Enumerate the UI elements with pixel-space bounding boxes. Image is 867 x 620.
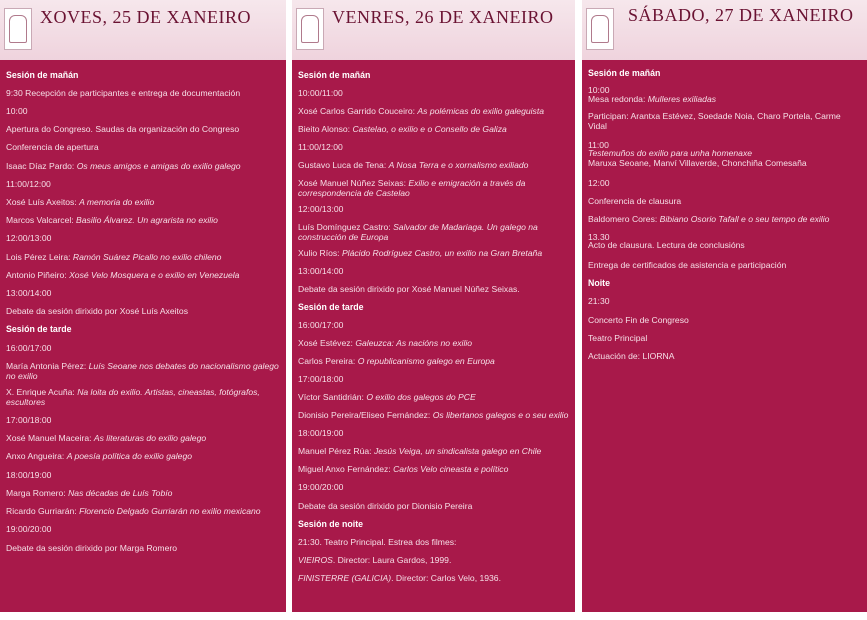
schedule-line bbox=[588, 351, 861, 361]
schedule-line bbox=[588, 296, 861, 306]
line-text: Conferencia de clausura bbox=[588, 196, 682, 206]
line-emphasis: VIEIROS bbox=[298, 555, 333, 565]
line-text: 10:00 bbox=[6, 106, 28, 116]
schedule-line bbox=[6, 106, 280, 116]
section-heading bbox=[588, 68, 861, 78]
congress-logo-icon bbox=[586, 8, 614, 50]
schedule-line bbox=[298, 160, 569, 170]
line-emphasis: Na loita do exilio. Artistas, cineastas, fotógrafos, escultores bbox=[6, 387, 260, 407]
schedule-line bbox=[6, 197, 280, 207]
schedule-line bbox=[298, 428, 569, 438]
schedule-line bbox=[6, 252, 280, 262]
line-text: Debate da sesión dirixido por Dionisio Pereira bbox=[298, 501, 473, 511]
line-emphasis: Bibiano Osorio Tafall e o seu tempo de exilio bbox=[659, 214, 830, 224]
line-text: 11:00 bbox=[588, 140, 609, 150]
line-text: Antonio Piñeiro: bbox=[6, 270, 70, 280]
line-text: Xosé Carlos Garrido Couceiro: bbox=[298, 106, 418, 116]
schedule-line bbox=[298, 88, 569, 98]
schedule-line bbox=[6, 142, 280, 152]
line-text: Gustavo Luca de Tena: bbox=[298, 160, 389, 170]
line-text: Xosé Manuel Núñez Seixas: bbox=[298, 178, 409, 188]
schedule-line bbox=[6, 215, 280, 225]
schedule-line bbox=[298, 338, 569, 348]
line-emphasis: As polémicas do exilio galeguista bbox=[417, 106, 544, 116]
line-text: Baldomero Cores: bbox=[588, 214, 660, 224]
line-text: Noite bbox=[588, 278, 610, 288]
schedule-line bbox=[298, 222, 569, 242]
line-text: Actuación de: LIORNA bbox=[588, 351, 675, 361]
line-emphasis: Testemuños do exilio para unha homenaxe bbox=[588, 148, 753, 158]
line-emphasis: As literaturas do exilio galego bbox=[93, 433, 207, 443]
schedule-line bbox=[6, 543, 280, 553]
section-heading bbox=[588, 278, 861, 288]
schedule-line bbox=[588, 315, 861, 325]
schedule-line bbox=[588, 214, 861, 224]
line-text: María Antonia Pérez: bbox=[6, 361, 89, 371]
section-heading bbox=[6, 70, 280, 80]
line-text: X. Enrique Acuña: bbox=[6, 387, 78, 397]
line-text: Sesión de tarde bbox=[6, 324, 72, 334]
schedule-line bbox=[588, 111, 861, 131]
line-text: Participan: Arantxa Estévez, Soedade Noia, Charo Portela, Carme Vidal bbox=[588, 111, 841, 131]
line-text: Dionisio Pereira/Eliseo Fernández: bbox=[298, 410, 433, 420]
schedule-line bbox=[298, 555, 569, 565]
line-emphasis: Florencio Delgado Gurriarán no exilio mexicano bbox=[79, 506, 261, 516]
line-text: Conferencia de apertura bbox=[6, 142, 99, 152]
line-text: . Director: Laura Gardos, 1999. bbox=[332, 555, 452, 565]
schedule-line bbox=[6, 179, 280, 189]
line-text: Luís Domínguez Castro: bbox=[298, 222, 394, 232]
schedule-line bbox=[588, 148, 861, 158]
schedule-line bbox=[6, 470, 280, 480]
schedule-line bbox=[588, 333, 861, 343]
line-emphasis: Castelao, o exilio e o Consello de Galiza bbox=[352, 124, 507, 134]
line-text: Miguel Anxo Fernández: bbox=[298, 464, 394, 474]
section-heading bbox=[298, 519, 569, 529]
line-text: Isaac Díaz Pardo: bbox=[6, 161, 77, 171]
line-emphasis: Exilio e emigración a través da correspondencia de Castelao bbox=[298, 178, 526, 198]
congress-logo-icon bbox=[296, 8, 324, 50]
line-text: 13:00/14:00 bbox=[298, 266, 344, 276]
schedule-line bbox=[298, 124, 569, 134]
line-text: Carlos Pereira: bbox=[298, 356, 358, 366]
line-text: Xosé Manuel Maceira: bbox=[6, 433, 94, 443]
column-header bbox=[0, 0, 286, 60]
line-text: Sesión de tarde bbox=[298, 302, 364, 312]
schedule-line bbox=[6, 233, 280, 243]
schedule-line bbox=[298, 204, 569, 214]
line-text: 13.30 bbox=[588, 232, 610, 242]
line-emphasis: O exilio dos galegos do PCE bbox=[366, 392, 476, 402]
line-emphasis: Ramón Suárez Picallo no exilio chileno bbox=[72, 252, 222, 262]
line-text: Sesión de mañán bbox=[6, 70, 79, 80]
schedule-line bbox=[588, 178, 861, 188]
schedule-line bbox=[6, 433, 280, 443]
schedule-line bbox=[6, 124, 280, 134]
line-text: 9:30 Recepción de participantes e entrega de documentación bbox=[6, 88, 241, 98]
line-emphasis: Nas décadas de Luís Tobío bbox=[68, 488, 173, 498]
schedule-line bbox=[298, 374, 569, 384]
line-text: 21:30. Teatro Principal. Estrea dos filmes: bbox=[298, 537, 457, 547]
congress-logo-icon bbox=[4, 8, 32, 50]
schedule-line bbox=[298, 410, 569, 420]
line-text: 11:00/12:00 bbox=[6, 179, 51, 189]
line-text: 11:00/12:00 bbox=[298, 142, 343, 152]
line-emphasis: Mulleres exiliadas bbox=[647, 94, 717, 104]
line-emphasis: Jesús Veiga, un sindicalista galego en Chile bbox=[373, 446, 542, 456]
day-title: SÁBADO, 27 DE XANEIRO bbox=[628, 5, 854, 25]
line-emphasis: Galeuzca: As nacións no exilio bbox=[355, 338, 473, 348]
line-text: 16:00/17:00 bbox=[298, 320, 344, 330]
schedule-line bbox=[298, 178, 569, 198]
line-text: Xosé Luís Axeitos: bbox=[6, 197, 80, 207]
line-emphasis: A memoria do exilio bbox=[79, 197, 155, 207]
line-text: 12:00/13:00 bbox=[298, 204, 344, 214]
line-text: Marcos Valcarcel: bbox=[6, 215, 77, 225]
line-emphasis: Salvador de Madariaga. Un galego na construcción de Europa bbox=[298, 222, 538, 242]
line-text: 17:00/18:00 bbox=[298, 374, 344, 384]
line-text: 19:00/20:00 bbox=[298, 482, 344, 492]
schedule-line bbox=[298, 248, 569, 258]
schedule-line bbox=[298, 501, 569, 511]
line-text: Sesión de mañán bbox=[588, 68, 661, 78]
line-text: 10:00/11:00 bbox=[298, 88, 343, 98]
line-text: Sesión de mañán bbox=[298, 70, 371, 80]
line-emphasis: O republicanismo galego en Europa bbox=[357, 356, 495, 366]
schedule-line bbox=[6, 361, 280, 381]
schedule-line bbox=[6, 488, 280, 498]
line-text: Xosé Estévez: bbox=[298, 338, 356, 348]
line-text: Mesa redonda: bbox=[588, 94, 648, 104]
schedule-line bbox=[298, 266, 569, 276]
schedule-line bbox=[6, 88, 280, 98]
line-text: Apertura do Congreso. Saudas da organización do Congreso bbox=[6, 124, 240, 134]
line-text: 16:00/17:00 bbox=[6, 343, 52, 353]
line-emphasis: Xosé Velo Mosquera e o exilio en Venezuela bbox=[69, 270, 240, 280]
schedule-line bbox=[6, 387, 280, 407]
column-header bbox=[582, 0, 867, 60]
schedule-line bbox=[6, 306, 280, 316]
schedule-line bbox=[298, 464, 569, 474]
column-header bbox=[292, 0, 575, 60]
schedule-line bbox=[298, 142, 569, 152]
line-text: Debate da sesión dirixido por Marga Romero bbox=[6, 543, 178, 553]
line-text: Lois Pérez Leira: bbox=[6, 252, 73, 262]
schedule-line bbox=[6, 451, 280, 461]
line-text: 19:00/20:00 bbox=[6, 524, 52, 534]
line-text: Concerto Fin de Congreso bbox=[588, 315, 689, 325]
line-text: Debate da sesión dirixido por Xosé Luís Axeitos bbox=[6, 306, 189, 316]
line-emphasis: Os meus amigos e amigas do exilio galego bbox=[76, 161, 241, 171]
schedule-line bbox=[298, 537, 569, 547]
line-text: Xulio Ríos: bbox=[298, 248, 342, 258]
line-emphasis: Basilio Álvarez. Un agrarista no exilio bbox=[76, 215, 218, 225]
line-text: 21:30 bbox=[588, 296, 610, 306]
line-text: 18:00/19:00 bbox=[6, 470, 52, 480]
line-emphasis: Carlos Velo cineasta e político bbox=[393, 464, 509, 474]
line-text: 17:00/18:00 bbox=[6, 415, 52, 425]
schedule-line bbox=[298, 356, 569, 366]
schedule-line bbox=[588, 94, 861, 104]
schedule-line bbox=[298, 482, 569, 492]
line-emphasis: FINISTERRE (GALICIA) bbox=[298, 573, 392, 583]
line-text: Teatro Principal bbox=[588, 333, 648, 343]
line-text: Anxo Angueira: bbox=[6, 451, 67, 461]
line-text: . Director: Carlos Velo, 1936. bbox=[391, 573, 501, 583]
column-saturday bbox=[582, 0, 867, 612]
section-heading bbox=[298, 302, 569, 312]
line-text: Víctor Santidrián: bbox=[298, 392, 367, 402]
line-emphasis: Luís Seoane nos debates do nacionalismo galego no exilio bbox=[6, 361, 279, 381]
line-text: 13:00/14:00 bbox=[6, 288, 52, 298]
schedule-line bbox=[588, 240, 861, 250]
line-text: Manuel Pérez Rúa: bbox=[298, 446, 374, 456]
line-text: Maruxa Seoane, Manví Villaverde, Chonchiña Comesaña bbox=[588, 158, 807, 168]
schedule-line bbox=[298, 446, 569, 456]
line-emphasis: Os libertanos galegos e o seu exilio bbox=[432, 410, 569, 420]
schedule-line bbox=[6, 270, 280, 280]
schedule-line bbox=[298, 284, 569, 294]
schedule-line bbox=[6, 506, 280, 516]
schedule-line bbox=[6, 161, 280, 171]
line-emphasis: Plácido Rodríguez Castro, un exilio na Gran Bretaña bbox=[341, 248, 543, 258]
line-text: 12:00 bbox=[588, 178, 610, 188]
section-heading bbox=[298, 70, 569, 80]
column-thursday bbox=[0, 0, 286, 612]
line-text: Debate da sesión dirixido por Xosé Manuel Núñez Seixas. bbox=[298, 284, 520, 294]
line-text: 18:00/19:00 bbox=[298, 428, 344, 438]
line-text: Acto de clausura. Lectura de conclusións bbox=[588, 240, 745, 250]
schedule-line bbox=[298, 392, 569, 402]
schedule-line bbox=[298, 573, 569, 583]
schedule-line bbox=[6, 415, 280, 425]
schedule-line bbox=[6, 343, 280, 353]
line-text: 12:00/13:00 bbox=[6, 233, 52, 243]
line-text: Ricardo Gurriarán: bbox=[6, 506, 80, 516]
schedule-line bbox=[298, 106, 569, 116]
line-text: Marga Romero: bbox=[6, 488, 69, 498]
section-heading bbox=[6, 324, 280, 334]
schedule-line bbox=[588, 260, 861, 270]
day-title: XOVES, 25 DE XANEIRO bbox=[40, 7, 251, 27]
line-text: Entrega de certificados de asistencia e participación bbox=[588, 260, 787, 270]
line-emphasis: A poesía política do exilio galego bbox=[66, 451, 193, 461]
line-text: Sesión de noite bbox=[298, 519, 364, 529]
column-friday bbox=[292, 0, 575, 612]
day-title: VENRES, 26 DE XANEIRO bbox=[332, 7, 554, 27]
schedule-line bbox=[298, 320, 569, 330]
line-emphasis: A Nosa Terra e o xornalismo exiliado bbox=[388, 160, 529, 170]
schedule-line bbox=[588, 158, 861, 168]
schedule-line bbox=[588, 196, 861, 206]
schedule-line bbox=[6, 524, 280, 534]
schedule-line bbox=[6, 288, 280, 298]
line-text: Bieito Alonso: bbox=[298, 124, 353, 134]
line-text: 10:00 bbox=[588, 85, 610, 95]
